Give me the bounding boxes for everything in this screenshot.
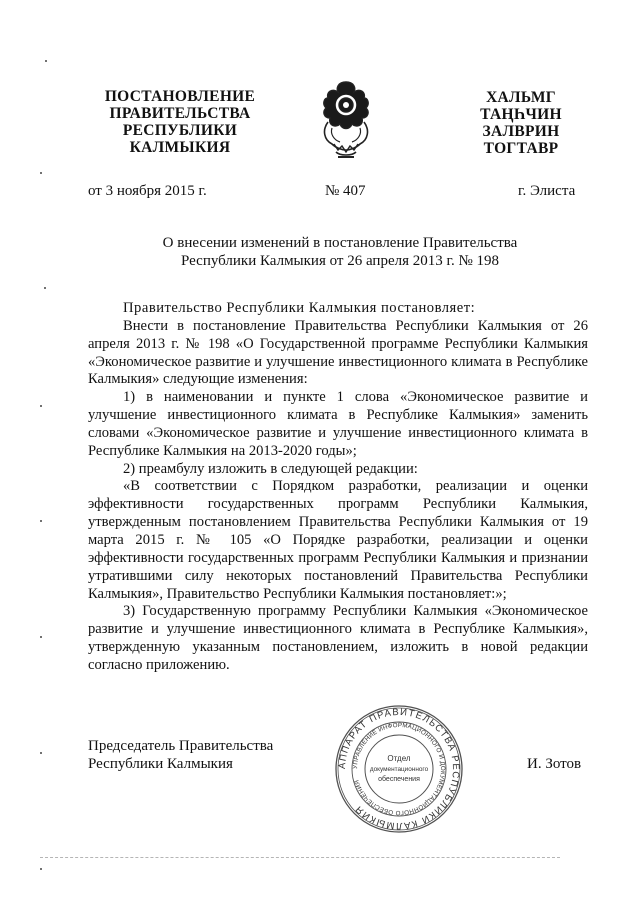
stamp-inner-text: УПРАВЛЕНИЕ ИНФОРМАЦИОННОГО И ДОКУМЕНТАЦИОННОГО ОБЕСПЕЧЕНИЯ <box>351 721 447 817</box>
document-number: № 407 <box>325 183 366 199</box>
header-right-line: ЗАЛВРИН <box>482 123 560 140</box>
scan-mark <box>44 287 46 289</box>
stamp-center-line: документационного <box>369 766 429 773</box>
scan-mark <box>40 172 42 174</box>
stamp-center-line: Отдел <box>387 754 411 763</box>
scan-mark <box>40 520 42 522</box>
header-right-title <box>463 89 579 157</box>
official-stamp <box>333 703 465 835</box>
signer-title <box>88 737 273 773</box>
signer-title-line: Председатель Правительства <box>88 738 274 754</box>
document-date: от 3 ноября 2015 г. <box>88 183 207 199</box>
stamp-outer-text: АППАРАТ ПРАВИТЕЛЬСТВА РЕСПУБЛИКИ КАЛМЫКИЯ <box>336 706 462 832</box>
scan-mark <box>45 60 47 62</box>
header-left-line: КАЛМЫКИЯ <box>129 139 231 156</box>
document-city: г. Элиста <box>518 183 576 199</box>
signer-title-line: Республики Калмыкия <box>88 756 233 772</box>
document-subject <box>90 234 590 270</box>
header-left-title <box>95 88 265 156</box>
header-right-line: ТАҢҺЧИН <box>480 106 562 123</box>
subject-line: Республики Калмыкия от 26 апреля 2013 г. № 198 <box>180 253 500 269</box>
body-paragraph: «В соответствии с Порядком разработки, реализации и оценки эффективности государственных программ Республики Калмыкия, утвержденным постановлением Правительства Республики Калмыкия от 19 марта 2015 г. № 105 «О Порядке разработки, реализации и оценки эффективности государственных программ Республики Калмыкия и признании утратившими силу некоторых постановлений Правительства Республики Калмыкия», Правительство Республики Калмыкия постановляет:»; <box>88 478 588 602</box>
footer-divider <box>40 857 560 858</box>
body-paragraph: Внести в постановление Правительства Республики Калмыкия от 26 апреля 2013 г. № 198 «О Государственной программе Республики Калмыкия «Экономическое развитие и улучшение инвестиционного климата в Республике Калмыкия» следующие изменения: <box>88 317 588 388</box>
header-right-line: ТОГТАВР <box>483 140 559 157</box>
kalmykia-coat-of-arms-icon <box>318 78 374 162</box>
body-paragraph: 1) в наименовании и пункте 1 слова «Экономическое развитие и улучшение инвестиционного климата в Республике Калмыкия» заменить словами «Экономическое развитие и улучшение инвестиционного климата в Республике Калмыкия на 2013-2020 годы»; <box>88 389 588 459</box>
scan-mark <box>40 405 42 407</box>
header-left-line: ПРАВИТЕЛЬСТВА <box>109 105 251 122</box>
signer-name: И. Зотов <box>527 756 582 772</box>
body-paragraph: 2) преамбулу изложить в следующей редакции: <box>123 460 418 477</box>
subject-line: О внесении изменений в постановление Правительства <box>162 235 518 251</box>
stamp-center-line: обеспечения <box>378 776 420 783</box>
body-paragraph: 3) Государственную программу Республики Калмыкия «Экономическое развитие и улучшение инвестиционного климата в Республике Калмыкия», утвержденную указанным постановлением, изложить в новой редакции согласно приложению. <box>88 603 588 673</box>
body-paragraph: Правительство Республики Калмыкия постановляет: <box>123 300 476 316</box>
scan-mark <box>40 636 42 638</box>
header-left-line: ПОСТАНОВЛЕНИЕ <box>104 88 256 105</box>
document-body <box>88 300 588 675</box>
header-right-line: ХАЛЬМГ <box>486 89 556 106</box>
scan-mark <box>40 868 42 870</box>
header-left-line: РЕСПУБЛИКИ <box>122 122 238 139</box>
scan-mark <box>40 752 42 754</box>
